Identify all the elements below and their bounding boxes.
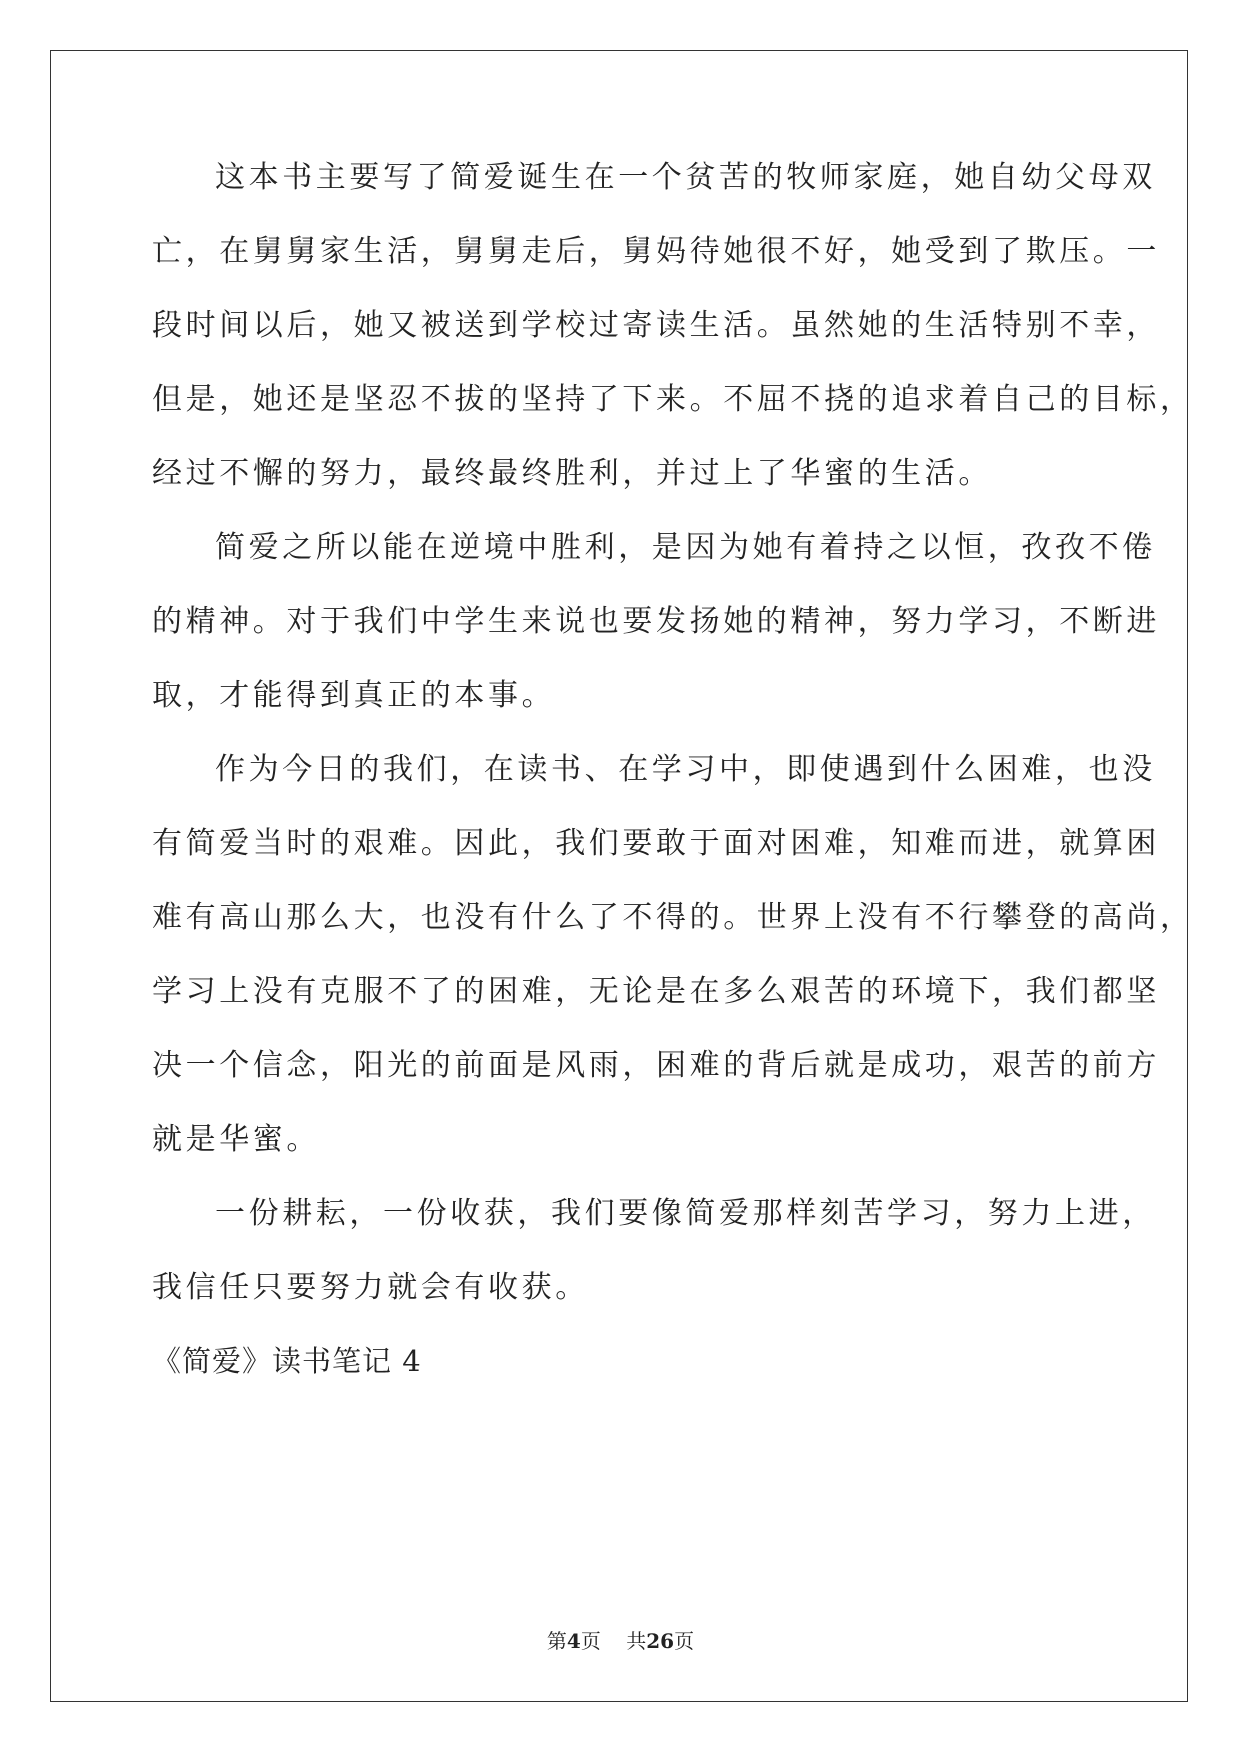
footer-total-pages: 26 [646,1629,675,1653]
paragraph-3-line-4: 学习上没有克服不了的困难，无论是在多么艰苦的环境下，我们都坚 [152,974,1160,1009]
paragraph-1-line-1: 这本书主要写了简爱诞生在一个贫苦的牧师家庭，她自幼父母双 [215,160,1156,195]
paragraph-1-line-5: 经过不懈的努力，最终最终胜利，并过上了华蜜的生活。 [152,456,992,491]
page-footer [0,1628,1241,1654]
paragraph-1-line-2: 亡，在舅舅家生活，舅舅走后，舅妈待她很不好，她受到了欺压。一 [152,234,1160,269]
paragraph-1-line-3: 段时间以后，她又被送到学校过寄读生活。虽然她的生活特别不幸， [152,308,1160,343]
paragraph-1-line-4: 但是，她还是坚忍不拔的坚持了下来。不屈不挠的追求着自己的目标， [152,382,1194,417]
paragraph-3-line-6: 就是华蜜。 [152,1122,320,1157]
page-border [50,50,1188,1702]
paragraph-4-line-2: 我信任只要努力就会有收获。 [152,1270,589,1305]
paragraph-3-line-3: 难有高山那么大，也没有什么了不得的。世界上没有不行攀登的高尚， [152,900,1194,935]
paragraph-2-line-3: 取，才能得到真正的本事。 [152,678,556,713]
footer-page-unit: 页 [580,1629,601,1653]
paragraph-2-line-2: 的精神。对于我们中学生来说也要发扬她的精神，努力学习，不断进 [152,604,1160,639]
section-heading: 《简爱》读书笔记 4 [152,1344,422,1378]
paragraph-3-line-1: 作为今日的我们，在读书、在学习中，即使遇到什么困难，也没 [215,752,1156,787]
footer-total-unit: 页 [674,1629,695,1653]
footer-total-prefix: 共 [626,1629,647,1653]
paragraph-3-line-2: 有简爱当时的艰难。因此，我们要敢于面对困难，知难而进，就算困 [152,826,1160,861]
paragraph-3-line-5: 决一个信念，阳光的前面是风雨，困难的背后就是成功，艰苦的前方 [152,1048,1160,1083]
paragraph-2-line-1: 简爱之所以能在逆境中胜利，是因为她有着持之以恒，孜孜不倦 [215,530,1156,565]
footer-current-page: 4 [566,1629,581,1653]
paragraph-4-line-1: 一份耕耘，一份收获，我们要像简爱那样刻苦学习，努力上进， [215,1196,1156,1231]
footer-page-prefix: 第 [546,1629,567,1653]
